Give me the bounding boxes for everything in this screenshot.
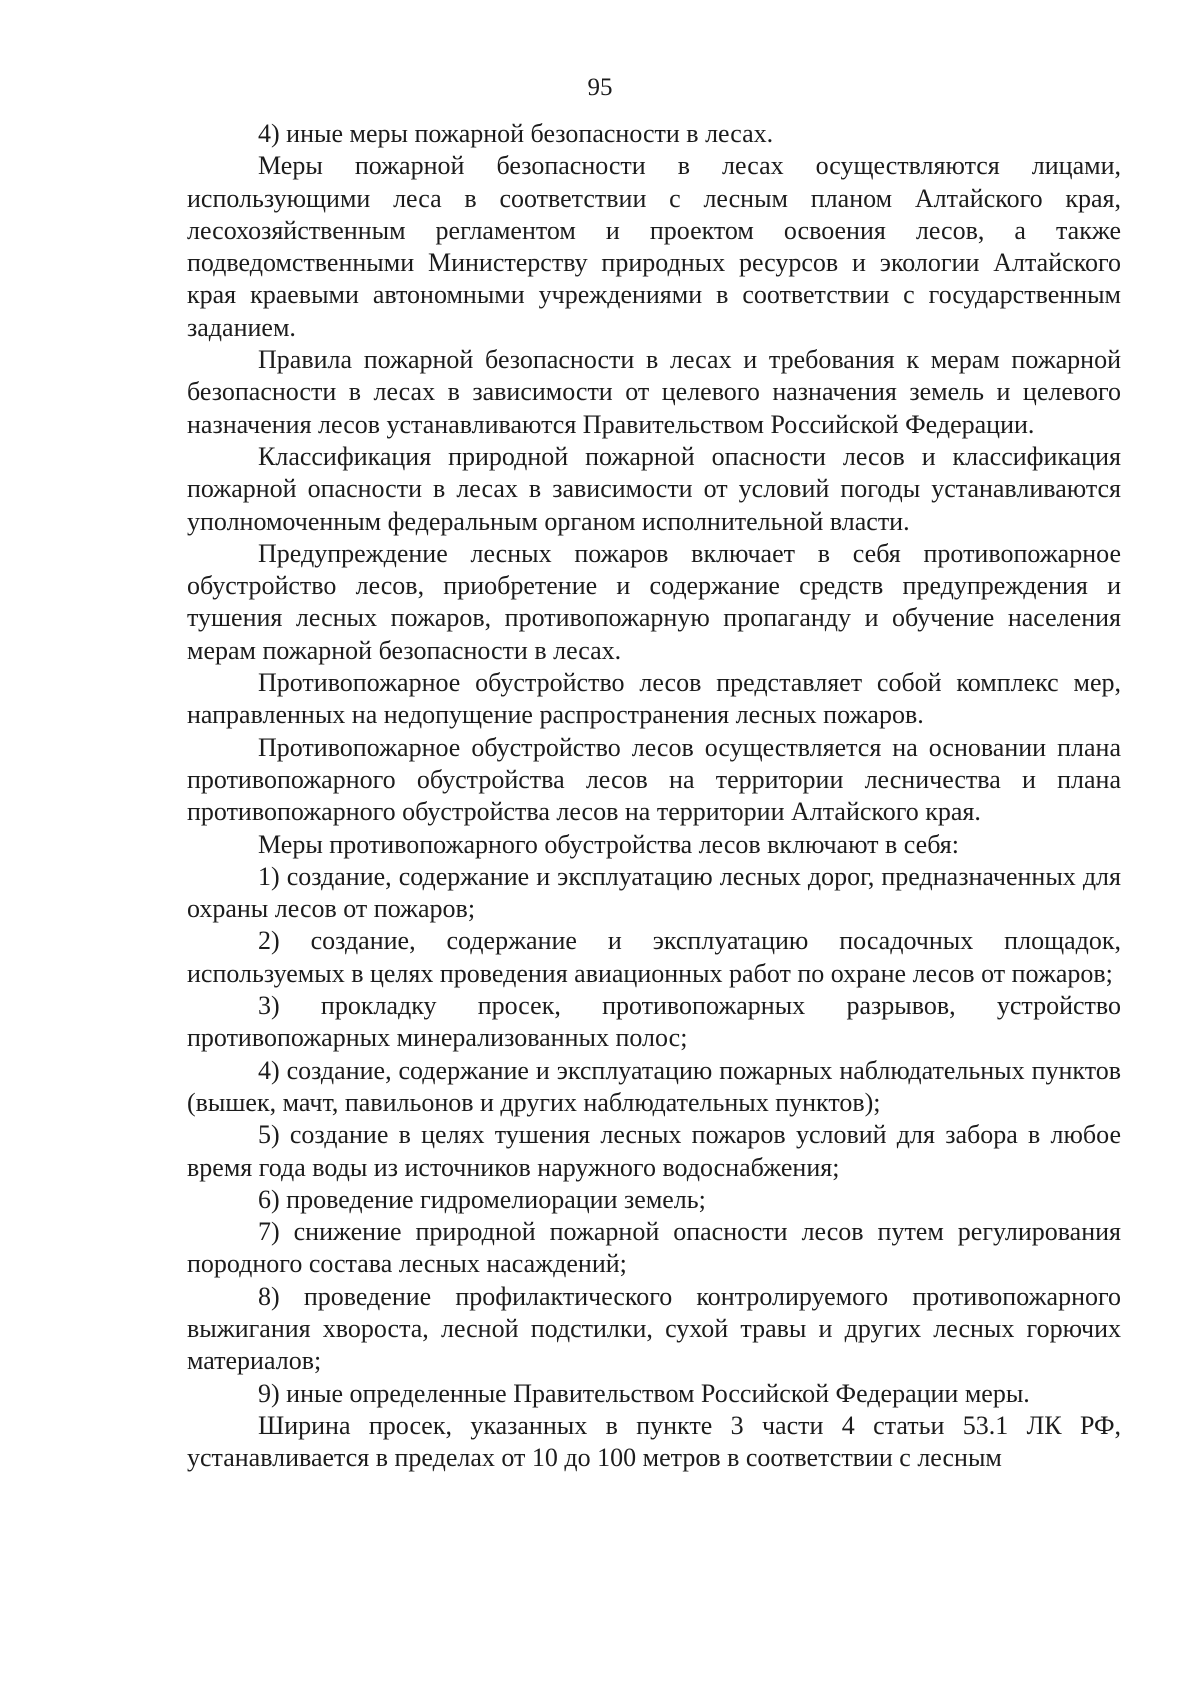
list-item: 1) создание, содержание и эксплуатацию лесных дорог, предназначенных для охраны лесов от пожаров; [187, 861, 1121, 924]
list-item: 5) создание в целях тушения лесных пожаров условий для забора в любое время года воды из источников наружного водоснабжения; [187, 1120, 1121, 1182]
paragraph: Ширина просек, указанных в пункте 3 части 4 статьи 53.1 ЛК РФ, устанавливается в пределах от 10 до 100 метров в соответствии с лесным [187, 1410, 1121, 1473]
document-body [187, 118, 1121, 1474]
list-item: 3) прокладку просек, противопожарных разрывов, устройство противопожарных минерализованных полос; [187, 991, 1121, 1053]
page-number: 95 [587, 74, 613, 101]
list-item: 2) создание, содержание и эксплуатацию посадочных площадок, используемых в целях проведения авиационных работ по охране лесов от пожаров; [187, 926, 1121, 988]
paragraph: Противопожарное обустройство лесов представляет собой комплекс мер, направленных на недопущение распространения лесных пожаров. [187, 668, 1121, 730]
list-item: 4) создание, содержание и эксплуатацию пожарных наблюдательных пунктов (вышек, мачт, павильонов и других наблюдательных пунктов); [187, 1055, 1121, 1117]
list-item: 6) проведение гидромелиорации земель; [258, 1184, 706, 1214]
list-item: 7) снижение природной пожарной опасности лесов путем регулирования породного состава лесных насаждений; [187, 1217, 1121, 1279]
paragraph: Меры пожарной безопасности в лесах осуществляются лицами, использующими леса в соответствии с лесным планом Алтайского края, лесохозяйственным регламентом и проектом освоения лесов, а также подведомственными Министерству природных ресурсов и экологии Алтайского края краевыми автономными учреждениями в соответствии с государственным заданием. [187, 151, 1121, 342]
paragraph: Меры противопожарного обустройства лесов включают в себя: [258, 829, 959, 859]
list-item: 8) проведение профилактического контролируемого противопожарного выжигания хвороста, лесной подстилки, сухой травы и других лесных горючих материалов; [187, 1281, 1121, 1376]
paragraph: Предупреждение лесных пожаров включает в себя противопожарное обустройство лесов, приобретение и содержание средств предупреждения и тушения лесных пожаров, противопожарную пропаганду и обучение населения мерам пожарной безопасности в лесах. [187, 538, 1121, 665]
paragraph: Классификация природной пожарной опасности лесов и классификация пожарной опасности в лесах в зависимости от условий погоды устанавливаются уполномоченным федеральным органом исполнительной власти. [187, 441, 1121, 536]
list-item: 9) иные определенные Правительством Российской Федерации меры. [258, 1378, 1030, 1408]
paragraph: Правила пожарной безопасности в лесах и требования к мерам пожарной безопасности в лесах в зависимости от целевого назначения земель и целевого назначения лесов устанавливаются Правительством Российской Федерации. [187, 345, 1121, 439]
paragraph: Противопожарное обустройство лесов осуществляется на основании плана противопожарного обустройства лесов на территории лесничества и плана противопожарного обустройства лесов на территории Алтайского края. [187, 732, 1121, 827]
paragraph: 4) иные меры пожарной безопасности в лесах. [258, 119, 774, 148]
